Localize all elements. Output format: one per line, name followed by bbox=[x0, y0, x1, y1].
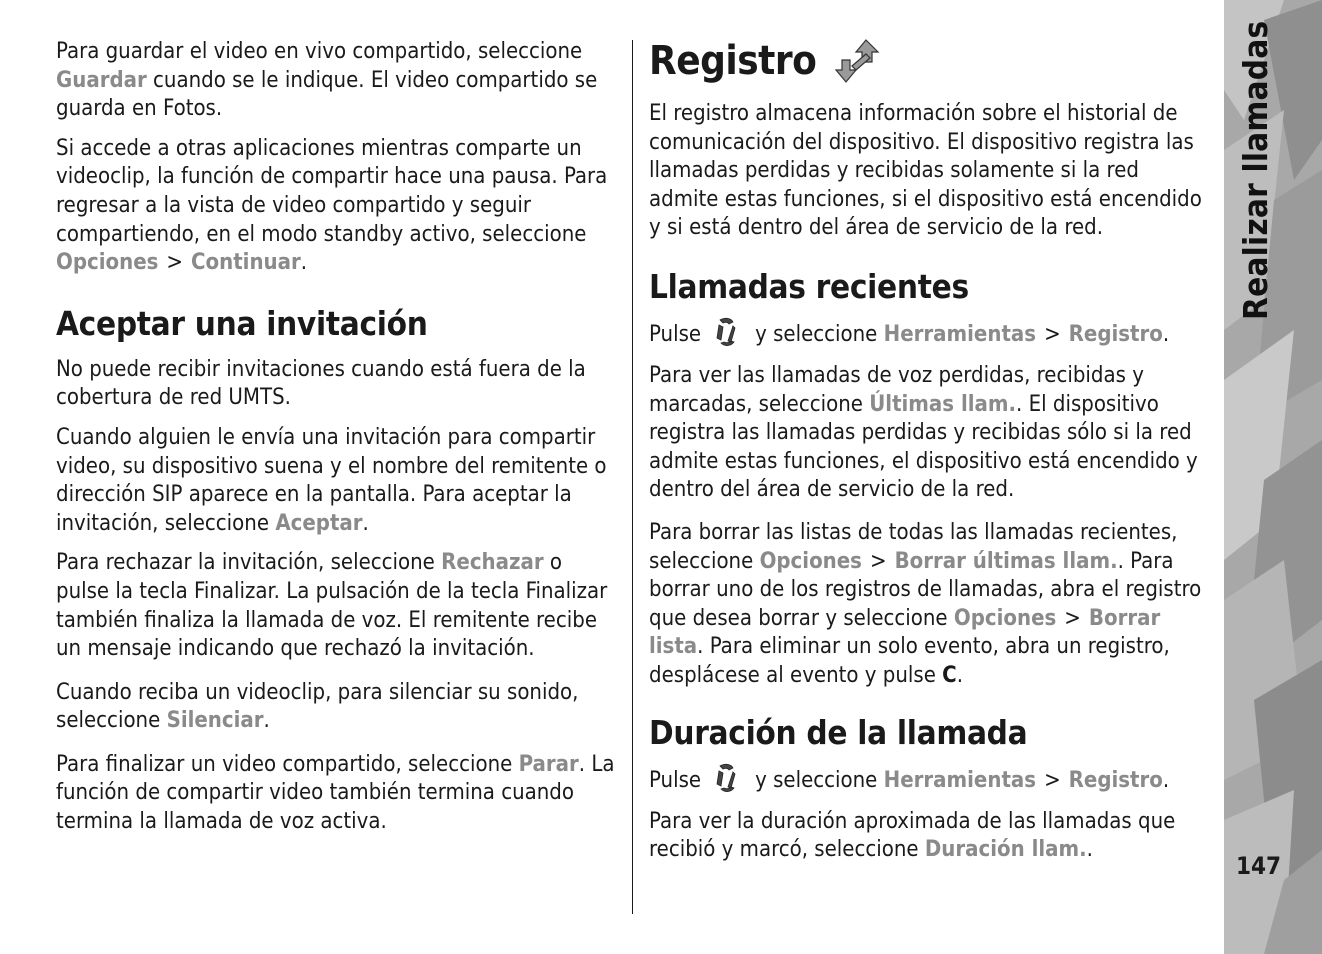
key-c: C bbox=[942, 662, 957, 688]
paragraph: Para ver la duración aproximada de las llamadas que recibió y marcó, seleccione Duración llam.. bbox=[649, 808, 1176, 863]
page-number: 147 bbox=[1236, 852, 1282, 880]
paragraph: Para finalizar un video compartido, seleccione Parar. La función de compartir video también termina cuando termina la llamada de voz activa. bbox=[56, 751, 615, 835]
heading-registro: Registro bbox=[649, 38, 1211, 84]
option-borrar-lista: Borrar lista bbox=[649, 605, 1161, 660]
option-rechazar: Rechazar bbox=[441, 550, 544, 576]
option-aceptar: Aceptar bbox=[275, 510, 363, 536]
right-column bbox=[649, 38, 1211, 876]
paragraph: Para guardar el video en vivo compartido, seleccione Guardar cuando se le indique. El video compartido se guarda en Fotos. bbox=[56, 39, 598, 122]
option-opciones: Opciones bbox=[953, 605, 1057, 631]
menu-separator: > bbox=[869, 548, 887, 574]
option-ultimas-llam: Últimas llam. bbox=[869, 391, 1017, 417]
log-arrows-icon bbox=[832, 38, 886, 84]
option-borrar-ultimas-llam: Borrar últimas llam. bbox=[894, 548, 1118, 574]
option-registro: Registro bbox=[1068, 321, 1163, 347]
option-registro: Registro bbox=[1068, 767, 1163, 793]
option-opciones: Opciones bbox=[56, 250, 159, 276]
option-parar: Parar bbox=[518, 751, 579, 777]
heading-duracion-llamada: Duración de la llamada bbox=[649, 712, 1028, 752]
paragraph: Pulse y seleccione Herramientas > Registro. bbox=[649, 765, 1211, 797]
paragraph: El registro almacena información sobre el historial de comunicación del dispositivo. El dispositivo registra las llamadas perdidas y recibidas solamente si la red admite estas funciones, si el dispositivo está encendido y si está dentro del área de servicio de la red. bbox=[649, 101, 1202, 241]
menu-separator: > bbox=[1064, 605, 1081, 631]
paragraph: Para ver las llamadas de voz perdidas, recibidas y marcadas, seleccione Últimas llam.. El dispositivo registra las llamadas perdidas y recibidas sólo si la red admite estas funciones, el dispositivo está encendido y dentro del área de servicio de la red. bbox=[649, 362, 1198, 503]
paragraph: Si accede a otras aplicaciones mientras comparte un videoclip, la función de compartir hace una pausa. Para regresar a la vista de video compartido y seguir compartiendo, en el modo standby activo, seleccione Opciones > Continuar. bbox=[56, 135, 608, 276]
paragraph: Para borrar las listas de todas las llamadas recientes, seleccione Opciones > Borrar últimas llam.. Para borrar uno de los registros de llamadas, abra el registro que desea borrar y seleccione Opciones > Borrar lista. Para eliminar un solo evento, abra un registro, desplácese al evento y pulse C. bbox=[649, 519, 1202, 688]
heading-aceptar-invitacion: Aceptar una invitación bbox=[56, 303, 428, 343]
column-divider bbox=[632, 40, 633, 914]
option-duracion-llam: Duración llam. bbox=[924, 837, 1087, 863]
option-opciones: Opciones bbox=[759, 548, 862, 574]
menu-separator: > bbox=[166, 250, 183, 276]
paragraph: Cuando reciba un videoclip, para silenciar su sonido, seleccione Silenciar. bbox=[56, 679, 579, 734]
paragraph: No puede recibir invitaciones cuando está fuera de la cobertura de red UMTS. bbox=[56, 356, 586, 411]
menu-separator: > bbox=[1044, 321, 1061, 347]
option-herramientas: Herramientas bbox=[883, 321, 1037, 347]
paragraph: Cuando alguien le envía una invitación para compartir video, su dispositivo suena y el nombre del remitente o dirección SIP aparece en la pantalla. Para aceptar la invitación, seleccione Aceptar. bbox=[56, 424, 607, 536]
menu-key-icon bbox=[711, 762, 741, 794]
option-herramientas: Herramientas bbox=[883, 767, 1037, 793]
menu-key-icon bbox=[711, 316, 741, 348]
chapter-title: Realizar llamadas bbox=[1236, 20, 1275, 320]
option-silenciar: Silenciar bbox=[166, 708, 264, 734]
menu-separator: > bbox=[1044, 767, 1061, 793]
option-continuar: Continuar bbox=[191, 250, 301, 276]
paragraph: Pulse y seleccione Herramientas > Registro. bbox=[649, 319, 1211, 351]
left-column bbox=[56, 38, 618, 848]
paragraph: Para rechazar la invitación, seleccione Rechazar o pulse la tecla Finalizar. La pulsación de la tecla Finalizar también finaliza la llamada de voz. El remitente recibe un mensaje indicando que rechazó la invitación. bbox=[56, 550, 608, 662]
heading-llamadas-recientes: Llamadas recientes bbox=[649, 266, 969, 306]
option-guardar: Guardar bbox=[56, 67, 147, 93]
